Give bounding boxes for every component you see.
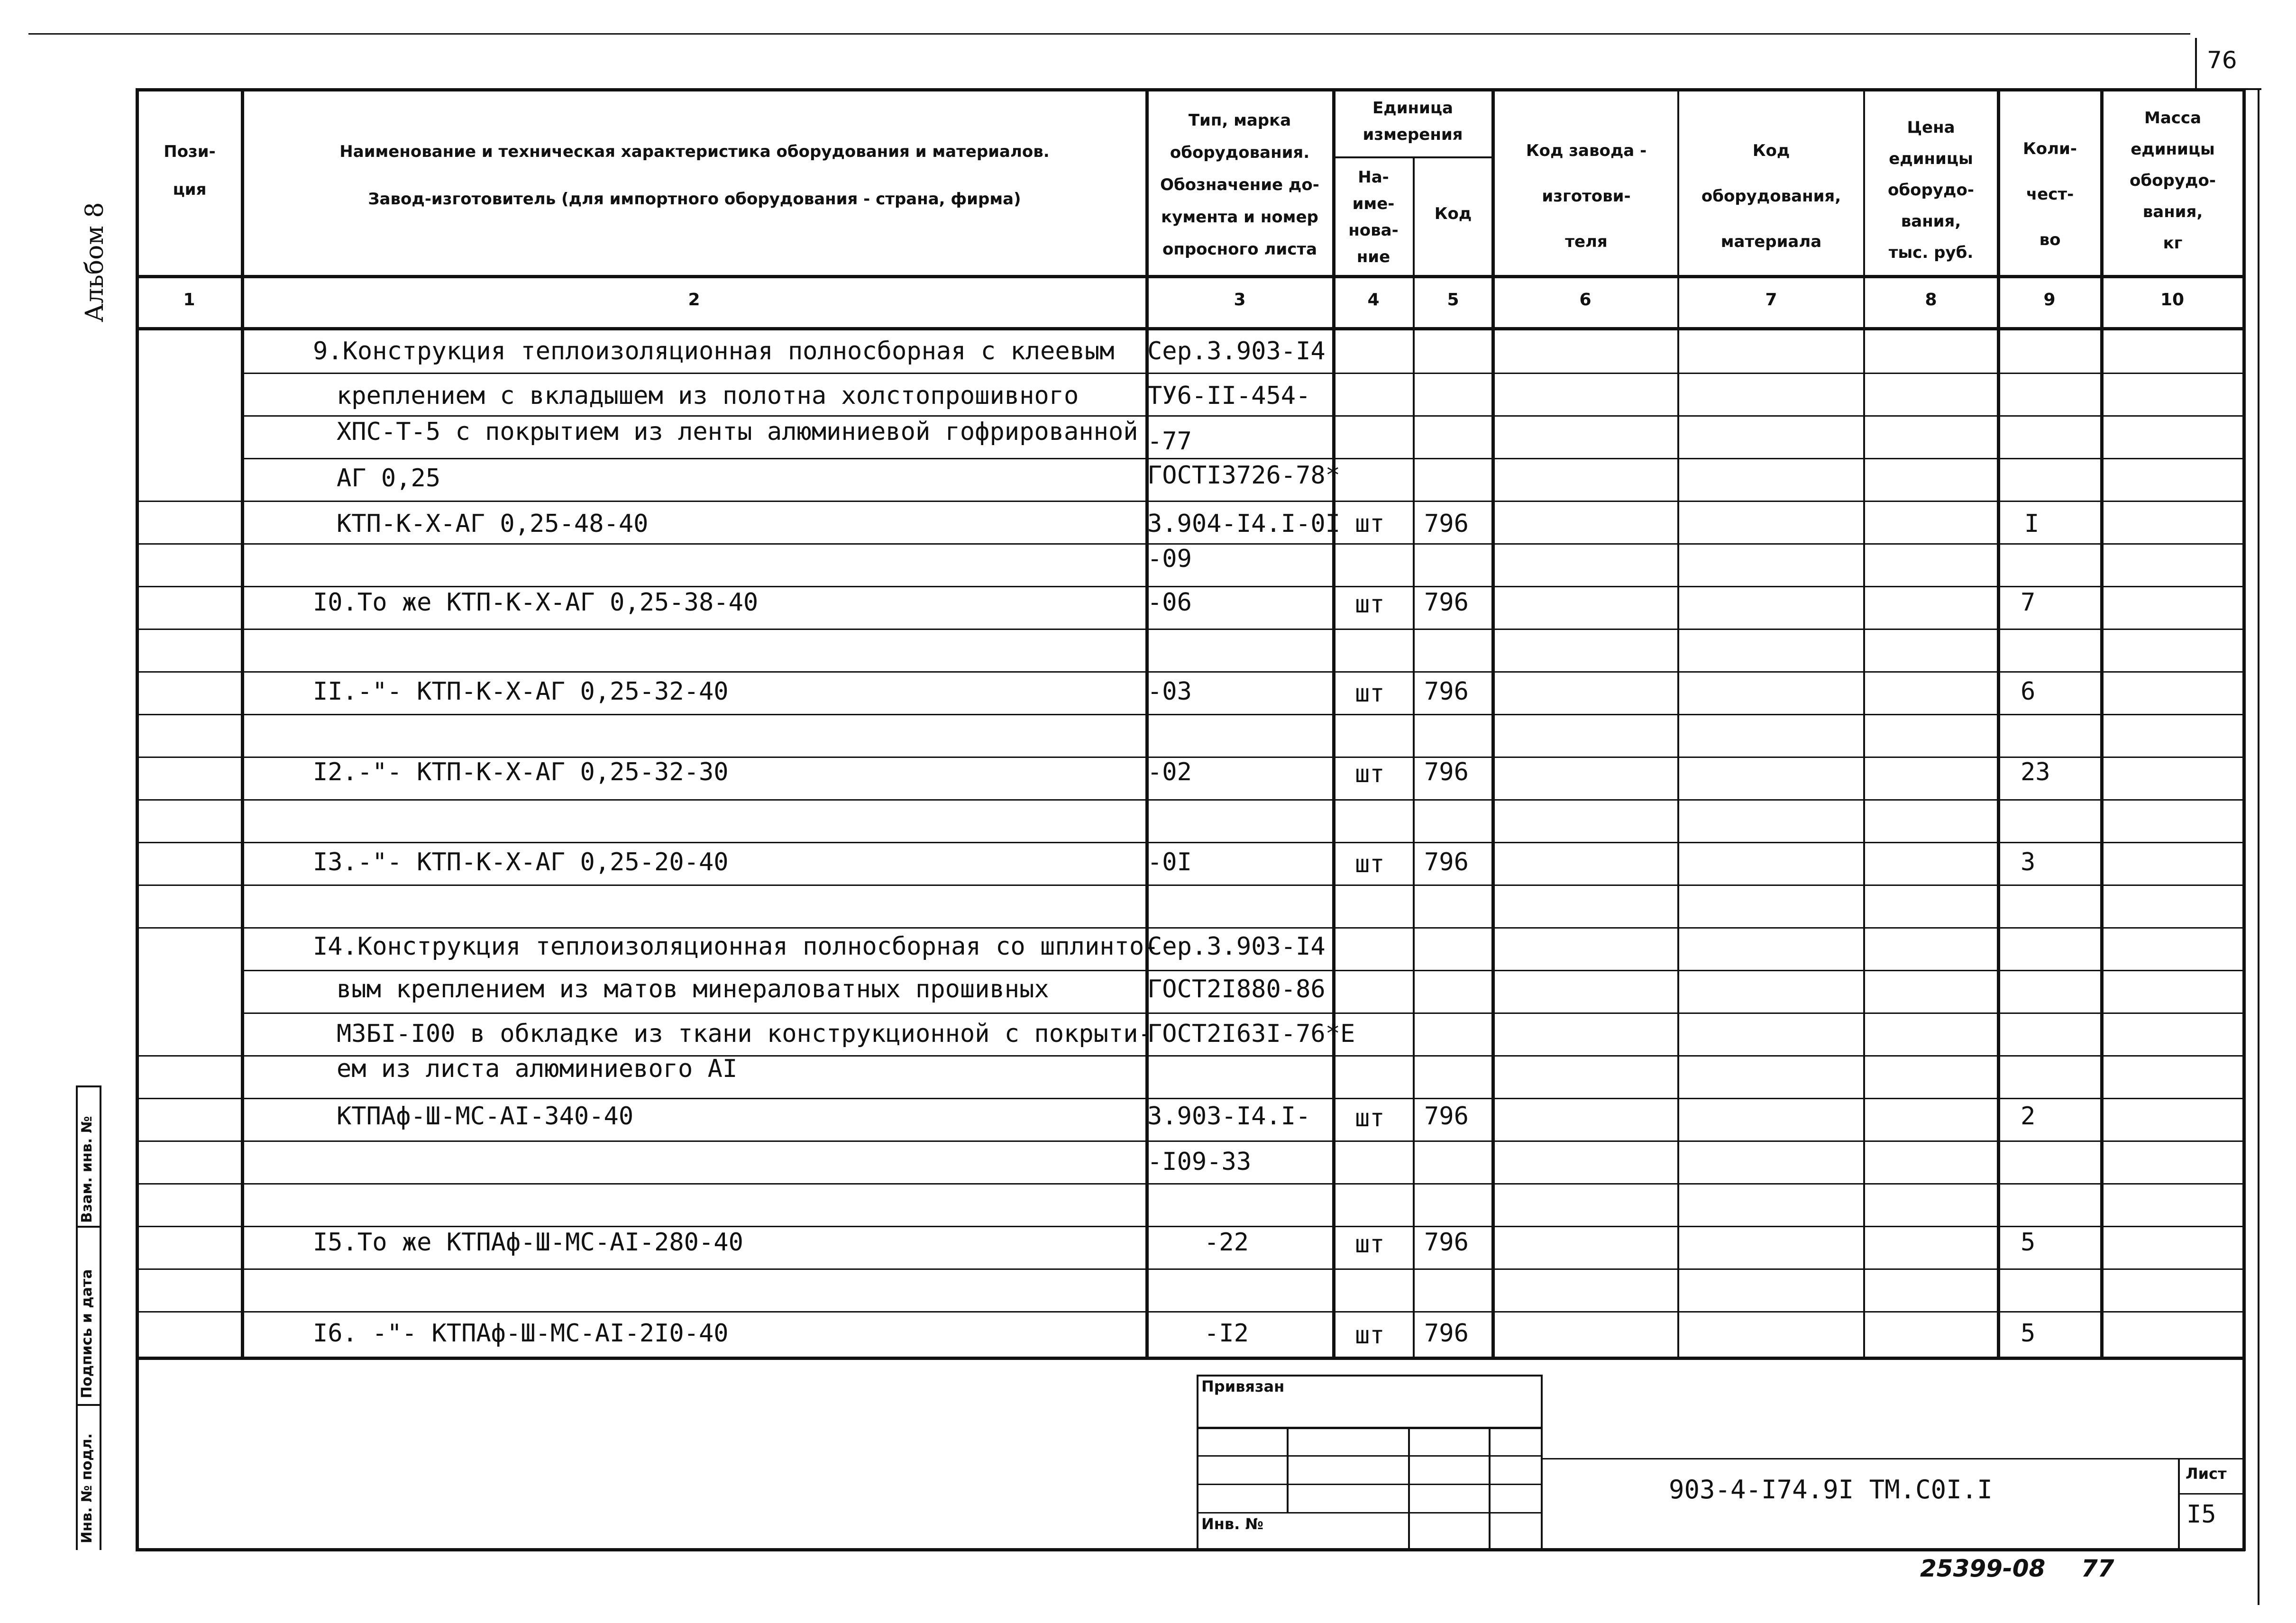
item-unit: шт bbox=[1355, 510, 1385, 538]
left-stamp-border bbox=[76, 1404, 101, 1406]
item-name: 9.Конструкция теплоизоляционная полносборная с клеевым bbox=[313, 337, 1115, 365]
item-code: 796 bbox=[1424, 677, 1469, 706]
header-position: Пози- ция bbox=[164, 142, 216, 199]
row-line bbox=[241, 373, 2244, 374]
item-code: 796 bbox=[1424, 1319, 1469, 1348]
item-unit: шт bbox=[1355, 760, 1385, 788]
stamp-inv-no: Инв. № bbox=[1201, 1515, 1263, 1533]
table-right-border bbox=[2242, 88, 2246, 1551]
item-code: 796 bbox=[1424, 1102, 1469, 1131]
stamp-border bbox=[1489, 1427, 1491, 1550]
margin-replacement-label: Взам. инв. № bbox=[79, 1116, 95, 1223]
stamp-border bbox=[1541, 1375, 1543, 1550]
row-line bbox=[241, 970, 2244, 971]
document-designation: 903-4-I74.9I ТМ.С0I.I bbox=[1669, 1475, 1993, 1504]
row-line bbox=[241, 1012, 2244, 1014]
item-unit: шт bbox=[1355, 590, 1385, 619]
left-stamp-border bbox=[100, 1085, 101, 1550]
row-line bbox=[137, 1183, 2244, 1185]
item-unit: шт bbox=[1355, 1230, 1385, 1258]
col-divider-5 bbox=[1491, 88, 1495, 1359]
item-name: I4.Конструкция теплоизоляционная полносборная со шплинто- bbox=[313, 932, 1159, 961]
stamp-border bbox=[1197, 1375, 1198, 1550]
sheet-label: Лист bbox=[2186, 1465, 2227, 1483]
item-doc: -0I bbox=[1147, 848, 1192, 876]
row-line bbox=[137, 842, 2244, 843]
sheet-box-border bbox=[2178, 1493, 2244, 1495]
row-line bbox=[137, 927, 2244, 929]
item-name: МЗБI-I00 в обкладке из ткани конструкционной с покрыти- bbox=[337, 1020, 1153, 1048]
column-number: 6 bbox=[1579, 290, 1592, 310]
page-number-box-border bbox=[2195, 38, 2197, 90]
column-number: 9 bbox=[2043, 290, 2056, 310]
item-code: 796 bbox=[1424, 588, 1469, 617]
item-name: I5.То же КТПАф-Ш-МС-АI-280-40 bbox=[313, 1228, 743, 1257]
column-number: 10 bbox=[2160, 290, 2185, 310]
item-name: вым креплением из матов минераловатных прошивных bbox=[337, 975, 1049, 1003]
column-number: 7 bbox=[1765, 290, 1777, 310]
col-divider-8 bbox=[1997, 88, 2000, 1359]
item-unit: шт bbox=[1355, 850, 1385, 878]
header-equipment-code: Код оборудования, материала bbox=[1701, 141, 1841, 251]
item-name: I0.То же КТП-К-Х-АГ 0,25-38-40 bbox=[313, 588, 759, 617]
item-name: КТП-К-Х-АГ 0,25-48-40 bbox=[337, 510, 649, 538]
col-divider-6 bbox=[1677, 88, 1679, 1359]
archive-code-suffix: 77 bbox=[2081, 1555, 2114, 1582]
item-qty: 2 bbox=[2021, 1102, 2036, 1131]
col-divider-1 bbox=[241, 88, 244, 1359]
sheet-box-border bbox=[2178, 1458, 2180, 1550]
row-line bbox=[137, 629, 2244, 630]
item-doc: Сер.3.903-I4 bbox=[1147, 337, 1326, 365]
stamp-privyazan: Привязан bbox=[1201, 1377, 1285, 1395]
item-doc: -I2 bbox=[1204, 1319, 1249, 1348]
item-unit: шт bbox=[1355, 1321, 1385, 1349]
row-line bbox=[137, 884, 2244, 886]
item-name: I2.-"- КТП-К-Х-АГ 0,25-32-30 bbox=[313, 758, 729, 786]
header-mass: Масса единицы оборудо- вания, кг bbox=[2130, 109, 2216, 253]
item-code: 796 bbox=[1424, 848, 1469, 876]
row-line bbox=[137, 1311, 2244, 1313]
item-code: 796 bbox=[1424, 758, 1469, 786]
item-doc: -22 bbox=[1204, 1228, 1249, 1257]
item-name: ХПС-Т-5 с покрытием из ленты алюминиевой гофрированной bbox=[337, 418, 1138, 446]
item-qty: 7 bbox=[2021, 588, 2036, 617]
table-body-bottom-border bbox=[136, 1357, 2245, 1360]
unit-group-divider bbox=[1332, 156, 1493, 158]
item-doc: 3.904-I4.I-0I bbox=[1147, 510, 1340, 538]
col-divider-7 bbox=[1863, 88, 1865, 1359]
item-qty: 6 bbox=[2021, 677, 2036, 706]
item-doc: -06 bbox=[1147, 588, 1192, 617]
column-number: 3 bbox=[1234, 290, 1246, 310]
item-code: 796 bbox=[1424, 510, 1469, 538]
item-doc: -09 bbox=[1147, 545, 1192, 573]
row-line bbox=[137, 714, 2244, 715]
sheet-number: I5 bbox=[2186, 1500, 2216, 1529]
col-divider-9 bbox=[2100, 88, 2104, 1359]
item-doc: -77 bbox=[1147, 427, 1192, 456]
item-qty: I bbox=[2024, 510, 2040, 538]
stamp-border bbox=[1197, 1427, 1543, 1429]
left-stamp-border bbox=[76, 1085, 78, 1550]
item-code: 796 bbox=[1424, 1228, 1469, 1257]
item-qty: 5 bbox=[2021, 1319, 2036, 1348]
item-name: I3.-"- КТП-К-Х-АГ 0,25-20-40 bbox=[313, 848, 729, 876]
stamp-border bbox=[1197, 1375, 1543, 1377]
row-line bbox=[137, 501, 2244, 502]
stamp-border bbox=[1197, 1512, 1543, 1514]
item-doc: ТУ6-II-454- bbox=[1147, 382, 1311, 410]
row-line bbox=[137, 1268, 2244, 1270]
item-unit: шт bbox=[1355, 679, 1385, 708]
item-doc: -03 bbox=[1147, 677, 1192, 706]
column-number: 2 bbox=[688, 290, 700, 310]
stamp-border bbox=[1197, 1455, 1543, 1457]
col-divider-3 bbox=[1332, 88, 1336, 1359]
header-price: Цена единицы оборудо- вания, тыс. руб. bbox=[1888, 118, 1974, 262]
margin-signature-label: Подпись и дата bbox=[79, 1269, 95, 1398]
left-stamp-border bbox=[76, 1085, 101, 1087]
header-bottom-border bbox=[136, 275, 2245, 278]
margin-inventory-label: Инв. № подл. bbox=[79, 1433, 95, 1543]
item-name: КТПАф-Ш-МС-АI-340-40 bbox=[337, 1102, 634, 1131]
item-qty: 23 bbox=[2021, 758, 2050, 786]
header-type: Тип, марка оборудования. Обозначение до- кумента и номер опросного листа bbox=[1160, 111, 1319, 259]
header-unit-name: На- име- нова- ние bbox=[1348, 168, 1399, 266]
item-doc: -02 bbox=[1147, 758, 1192, 786]
top-rule bbox=[28, 33, 2190, 35]
right-margin-line bbox=[2258, 88, 2259, 1605]
item-doc: ГОСТI3726-78* bbox=[1147, 461, 1340, 490]
left-stamp-border bbox=[76, 1226, 101, 1228]
album-label: Альбом 8 bbox=[81, 202, 109, 322]
item-doc: Сер.3.903-I4 bbox=[1147, 932, 1326, 961]
sheet-bottom-border bbox=[136, 1548, 2245, 1551]
item-doc: 3.903-I4.I- bbox=[1147, 1102, 1311, 1131]
stamp-border bbox=[1197, 1484, 1543, 1485]
column-number: 4 bbox=[1367, 290, 1380, 310]
row-line bbox=[137, 799, 2244, 801]
header-unit-code: Код bbox=[1434, 204, 1472, 223]
item-name: АГ 0,25 bbox=[337, 464, 441, 492]
row-line bbox=[137, 1098, 2244, 1099]
item-doc: -I09-33 bbox=[1147, 1148, 1252, 1176]
item-name: креплением с вкладышем из полотна холстопрошивного bbox=[337, 382, 1079, 410]
archive-code: 25399-08 bbox=[1920, 1555, 2046, 1582]
item-doc: ГОСТ2I880-86 bbox=[1147, 975, 1326, 1003]
numbers-bottom-border bbox=[136, 327, 2245, 330]
stamp-title-line bbox=[1541, 1458, 2244, 1459]
item-qty: 3 bbox=[2021, 848, 2036, 876]
header-plant-code: Код завода - изготови- теля bbox=[1526, 141, 1647, 251]
item-name: I6. -"- КТПАф-Ш-МС-АI-2I0-40 bbox=[313, 1319, 729, 1348]
item-qty: 5 bbox=[2021, 1228, 2036, 1257]
item-unit: шт bbox=[1355, 1104, 1385, 1132]
item-name: ем из листа алюминиевого АI bbox=[337, 1055, 738, 1083]
header-name: Наименование и техническая характеристика оборудования и материалов. Завод-изготовитель (для импортного оборудования - страна, фирма) bbox=[339, 142, 1050, 209]
column-number: 5 bbox=[1447, 290, 1459, 310]
page-number: 76 bbox=[2207, 46, 2237, 74]
column-number: 8 bbox=[1925, 290, 1937, 310]
stamp-border bbox=[1408, 1427, 1410, 1550]
table-top-border bbox=[136, 88, 2245, 91]
header-unit-group: Единица измерения bbox=[1363, 99, 1463, 144]
stamp-border bbox=[1287, 1427, 1289, 1512]
row-line bbox=[137, 1140, 2244, 1142]
header-quantity: Коли- чест- во bbox=[2023, 139, 2077, 249]
column-number: 1 bbox=[183, 290, 195, 310]
item-name: II.-"- КТП-К-Х-АГ 0,25-32-40 bbox=[313, 677, 729, 706]
row-line bbox=[137, 671, 2244, 673]
item-doc: ГОСТ2I63I-76*Е bbox=[1147, 1020, 1355, 1048]
